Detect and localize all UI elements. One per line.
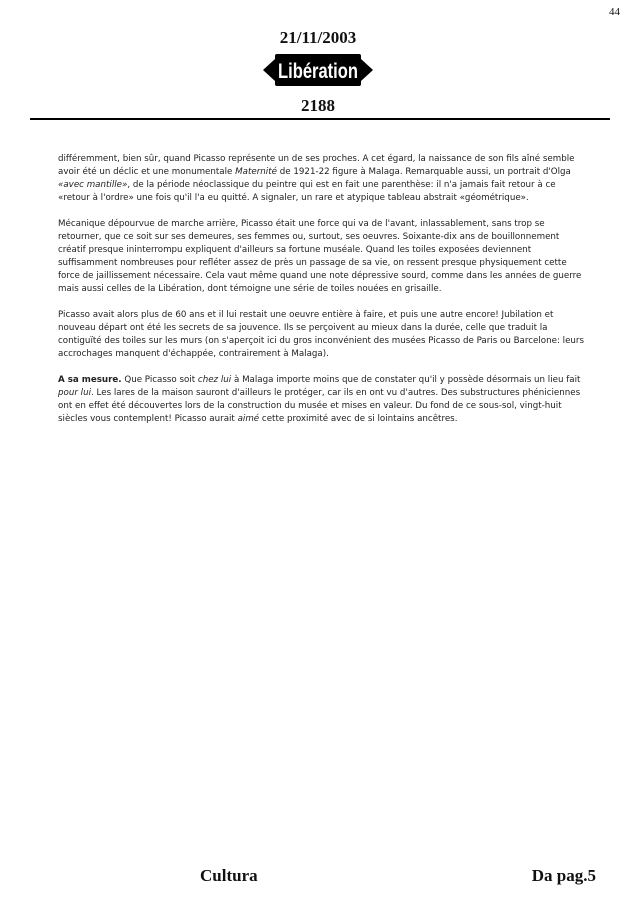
article-paragraph xyxy=(58,374,586,426)
text-segment: Que Picasso soit xyxy=(121,375,198,385)
text-segment: pour lui xyxy=(58,388,92,398)
paragraph-lead: A sa mesure. xyxy=(58,375,122,385)
text-segment: de 1921-22 figure à Malaga. Remarquable aussi, un portrait d'Olga xyxy=(276,167,571,177)
publication-date: 21/11/2003 xyxy=(279,28,357,47)
article-paragraph xyxy=(58,309,586,361)
header-divider xyxy=(30,118,610,120)
page-number: 44 xyxy=(609,6,620,18)
issue-number: 2188 xyxy=(301,96,335,115)
text-segment: Mécanique dépourvue de marche arrière, Picasso était une force qui va de l'avant, inlassablement, sans trop se retourner, que ce soit sur ses demeures, ses femmes ou, surtout, ses oeuvres. Soixante-dix ans de bouillonnement créatif presque ininterrompu expliquent d'ailleurs sa fortune muséale. Quand les toiles exposées deviennent suffisamment nombreuses pour refléter assez de près un passage de sa vie, on ressent presque physiquement cette force de jaillissement nécessaire. Cela vaut même quand une note dépressive sourd, comme dans les années de guerre mais aussi celles de la Libération, dont témoigne une série de toiles nouées en grisaille. xyxy=(58,219,582,294)
newspaper-logo xyxy=(0,50,636,90)
text-segment: à Malaga importe moins que de constater qu'il y possède désormais un lieu fait xyxy=(231,375,581,385)
text-segment: chez lui xyxy=(197,375,232,385)
section-name: Cultura xyxy=(200,866,258,885)
text-segment: différemment, bien sûr, quand Picasso représente un de ses proches. A cet égard, la naissance de son fils aîné semble avoir été un déclic et une monumentale xyxy=(58,154,575,177)
text-segment: Maternité xyxy=(235,167,277,177)
continued-from: Da pag.5 xyxy=(531,866,596,885)
text-segment: . Les lares de la maison sauront d'ailleurs le protéger, car ils en ont vu d'autres. Des substructures phéniciennes ont en effet été découvertes lors de la construction du musée et mises en valeur. Du fond de ce sous-sol, vingt-huit siècles vous contemplent! Picasso aurait xyxy=(58,388,581,424)
text-segment: , de la période néoclassique du peintre qui est en fait une parenthèse: il n'a jamais fait retour à ce «retour à l'ordre» une fois qu'il l'a eu quitté. A signaler, un rare et atypique tableau abstrait «géométrique». xyxy=(58,180,556,203)
text-segment: cette proximité avec de si lointains ancêtres. xyxy=(259,414,458,424)
liberation-logo-icon xyxy=(263,50,373,90)
article-body xyxy=(58,153,586,439)
article-paragraph xyxy=(58,153,586,205)
article-paragraph xyxy=(58,218,586,296)
logo-wordmark: Libération xyxy=(278,60,358,83)
text-segment: Picasso avait alors plus de 60 ans et il lui restait une oeuvre entière à faire, et puis une autre encore! Jubilation et nouveau départ ont été les secrets de sa jouvence. Ils se perçoivent au mieux dans la durée, celle que traduit la contiguïté des toiles sur les murs (on s'aperçoit ici du gros inconvénient des musées Picasso de Paris ou Barcelone: leurs accrochages manquent d'échappée, contrairement à Malaga). xyxy=(58,310,585,359)
text-segment: aimé xyxy=(237,414,260,424)
text-segment: «avec mantille» xyxy=(58,180,128,190)
